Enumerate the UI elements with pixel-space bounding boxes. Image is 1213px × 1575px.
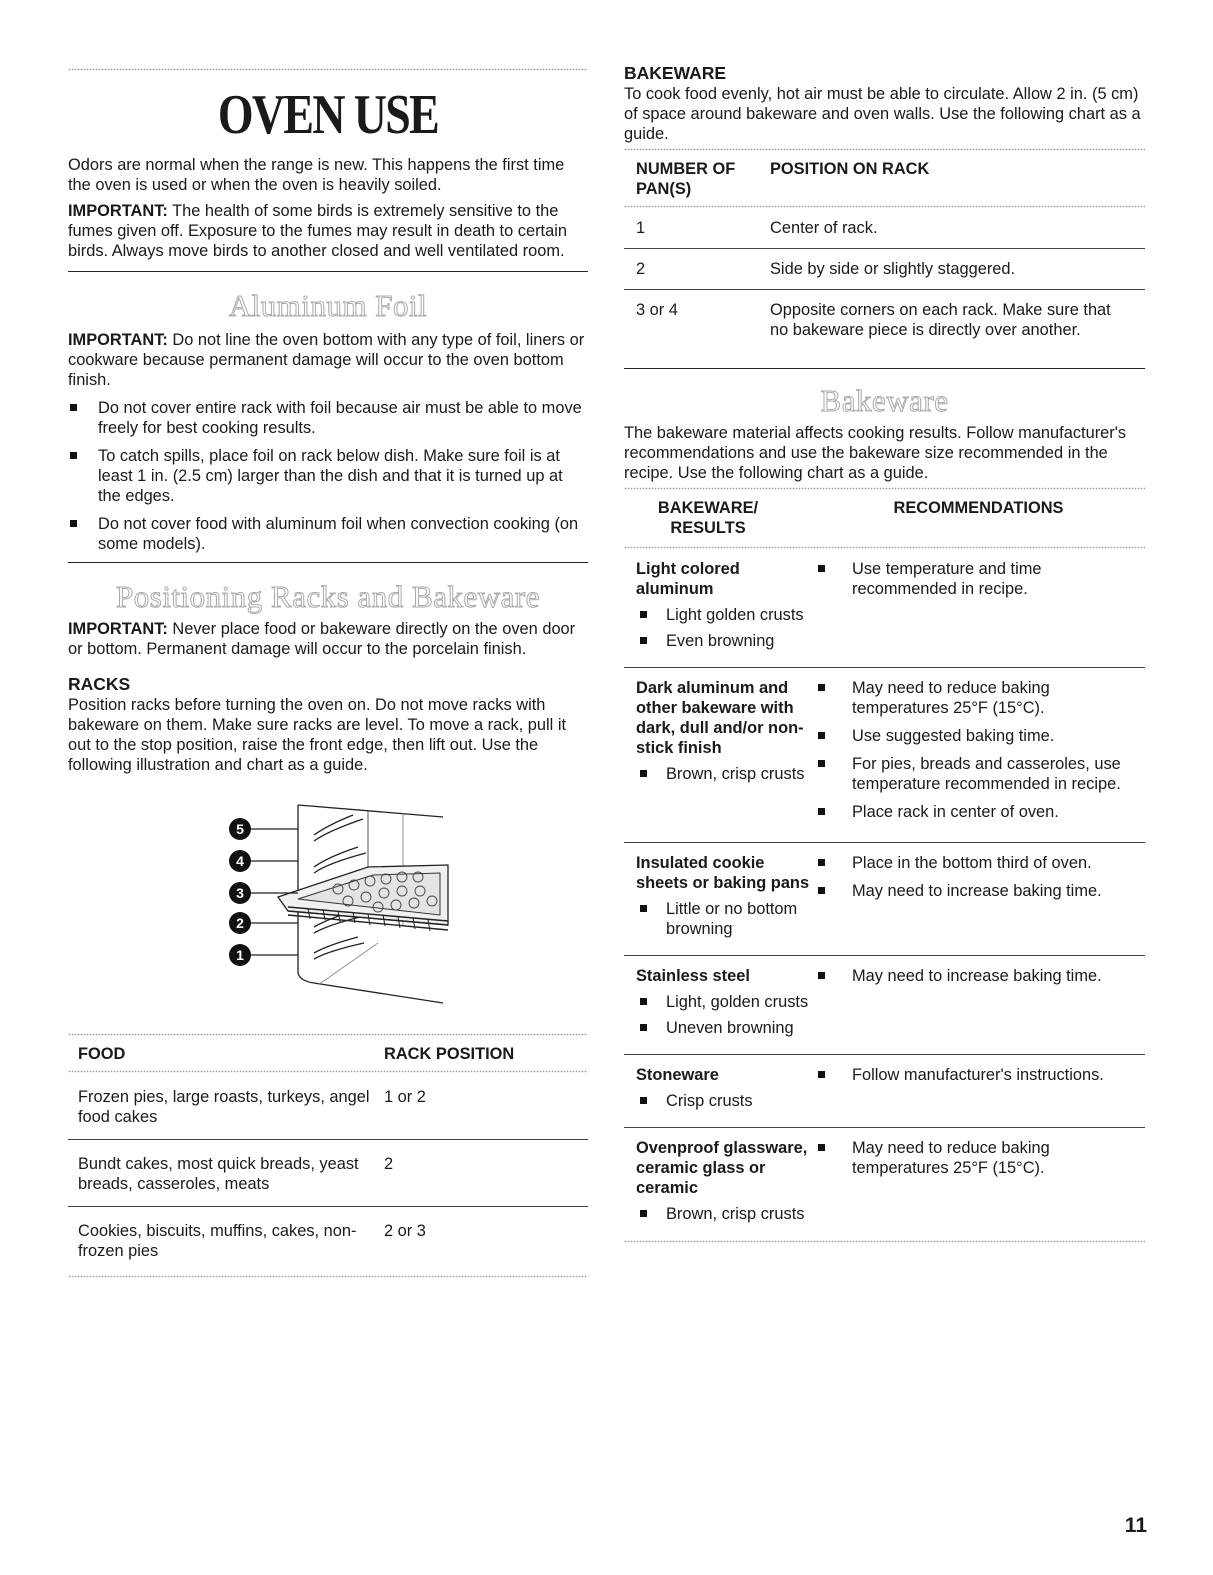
list-item: Crisp crusts: [636, 1091, 814, 1111]
dotted-rule: [68, 68, 588, 71]
list-item: Place rack in center of oven.: [814, 802, 1145, 822]
bakeware-name: Ovenproof glassware, ceramic glass or ceramic: [636, 1139, 808, 1197]
right-column: [624, 0, 1145, 1243]
table-row: [624, 668, 1145, 842]
list-item: Even browning: [636, 631, 814, 651]
list-item: Uneven browning: [636, 1018, 814, 1038]
food-cell: Bundt cakes, most quick breads, yeast breads, casseroles, meats: [78, 1155, 359, 1193]
intro-text: Odors are normal when the range is new. This happens the first time the oven is used or when the oven is heavily soiled.: [68, 156, 565, 194]
list-item: May need to reduce baking temperatures 25°F (15°C).: [814, 678, 1145, 718]
section-rule: [68, 562, 588, 563]
list-item: Brown, crisp crusts: [636, 764, 814, 784]
position-cell: Center of rack.: [770, 219, 878, 237]
list-item: May need to increase baking time.: [814, 881, 1145, 901]
table-row: [624, 1128, 1145, 1240]
list-item: Use temperature and time recommended in recipe.: [814, 559, 1145, 599]
rack-position-callouts: [229, 818, 298, 966]
rack-position-cell: 2 or 3: [384, 1222, 426, 1240]
rack-position-cell: 1 or 2: [384, 1088, 426, 1106]
left-column: [68, 0, 588, 1278]
pans-table-header: [624, 151, 1145, 205]
page-title: OVEN USE: [217, 84, 439, 146]
food-cell: Frozen pies, large roasts, turkeys, angel food cakes: [78, 1088, 370, 1126]
pans-cell: 2: [636, 260, 646, 278]
list-item: May need to reduce baking temperatures 25°F (15°C).: [814, 1138, 1145, 1178]
table-row: [624, 843, 1145, 955]
positioning-heading: Positioning Racks and Bakeware: [116, 579, 540, 614]
list-item: Follow manufacturer's instructions.: [814, 1065, 1145, 1085]
food-cell: Cookies, biscuits, muffins, cakes, non-frozen pies: [78, 1222, 357, 1260]
position-cell: Opposite corners on each rack. Make sure that no bakeware piece is directly over another.: [770, 301, 1111, 339]
bakeware-material-heading: Bakeware: [820, 383, 949, 418]
list-item: Light, golden crusts: [636, 992, 814, 1012]
aluminum-foil-heading: Aluminum Foil: [228, 288, 428, 323]
table-row: [68, 1140, 588, 1206]
table-row: [624, 549, 1145, 667]
aluminum-foil-list: [68, 398, 588, 554]
section-rule: [68, 271, 588, 272]
rack-position-label: 5: [236, 821, 244, 837]
pans-cell: 1: [636, 219, 646, 237]
dotted-rule: [624, 1240, 1145, 1243]
column-header: RACK POSITION: [384, 1045, 515, 1063]
bakeware-material-text: The bakeware material affects cooking results. Follow manufacturer's recommendations and use the bakeware size recommended in the recipe. Use the following chart as a guide.: [624, 424, 1127, 482]
table-row: [624, 1055, 1145, 1127]
section-rule: [624, 368, 1145, 369]
rack-position-label: 3: [236, 885, 244, 901]
table-row: [624, 956, 1145, 1054]
important-birds: IMPORTANT: The health of some birds is extremely sensitive to the fumes given off. Exposure to the fumes may result in death to certain birds. Always move birds to another closed and well ventilated room.: [68, 202, 567, 260]
bakeware-name: Dark aluminum and other bakeware with dark, dull and/or non-stick finish: [636, 679, 804, 757]
list-item: Little or no bottom browning: [636, 899, 814, 939]
column-header: BAKEWARE/ RESULTS: [657, 499, 759, 537]
racks-heading: RACKS: [68, 674, 131, 694]
bakeware-name: Stoneware: [636, 1066, 719, 1084]
rack-position-label: 2: [236, 915, 244, 931]
table-row: [68, 1207, 588, 1273]
list-item: Use suggested baking time.: [814, 726, 1145, 746]
aluminum-foil-important: IMPORTANT: Do not line the oven bottom with any type of foil, liners or cookware because permanent damage will occur to the oven bottom finish.: [68, 331, 585, 389]
food-table-header: [68, 1036, 588, 1070]
bakeware-name: Stainless steel: [636, 967, 750, 985]
rack-position-label: 1: [236, 947, 244, 963]
bakeware-table-header: [624, 490, 1145, 546]
bakeware-spacing-heading: BAKEWARE: [624, 63, 727, 83]
list-item: For pies, breads and casseroles, use temperature recommended in recipe.: [814, 754, 1145, 794]
table-row: [68, 1073, 588, 1139]
racks-text: Position racks before turning the oven on. Do not move racks with bakeware on them. Make sure racks are level. To move a rack, pull it out to the stop position, raise the front edge, then lift out. Use the following illustration and chart as a guide.: [68, 696, 567, 774]
column-header: POSITION ON RACK: [770, 160, 930, 178]
dotted-rule: [68, 1275, 588, 1278]
list-item: Brown, crisp crusts: [636, 1204, 814, 1224]
bakeware-name: Light colored aluminum: [636, 560, 740, 598]
bakeware-spacing-text: To cook food evenly, hot air must be able to circulate. Allow 2 in. (5 cm) of space around bakeware and oven walls. Use the following chart as a guide.: [624, 85, 1141, 143]
list-item: Do not cover food with aluminum foil when convection cooking (on some models).: [68, 514, 588, 554]
list-item: To catch spills, place foil on rack below dish. Make sure foil is at least 1 in. (2.5 cm) larger than the dish and that it is turned up at the edges.: [68, 446, 588, 506]
column-header: NUMBER OF PAN(S): [636, 160, 736, 198]
table-row: [624, 290, 1145, 368]
table-row: [624, 208, 1145, 248]
position-cell: Side by side or slightly staggered.: [770, 260, 1016, 278]
page-number: 11: [1124, 1514, 1147, 1537]
rack-positions-illustration: [228, 795, 488, 1005]
positioning-important: IMPORTANT: Never place food or bakeware directly on the oven door or bottom. Permanent damage will occur to the porcelain finish.: [68, 620, 576, 658]
column-header: FOOD: [78, 1045, 126, 1063]
list-item: Place in the bottom third of oven.: [814, 853, 1145, 873]
column-header: RECOMMENDATIONS: [893, 499, 1064, 517]
table-row: [624, 249, 1145, 289]
list-item: May need to increase baking time.: [814, 966, 1145, 986]
pans-cell: 3 or 4: [636, 301, 678, 319]
rack-position-cell: 2: [384, 1155, 394, 1173]
bakeware-name: Insulated cookie sheets or baking pans: [636, 854, 810, 892]
rack-position-label: 4: [236, 853, 244, 869]
list-item: Do not cover entire rack with foil because air must be able to move freely for best cooking results.: [68, 398, 588, 438]
list-item: Light golden crusts: [636, 605, 814, 625]
